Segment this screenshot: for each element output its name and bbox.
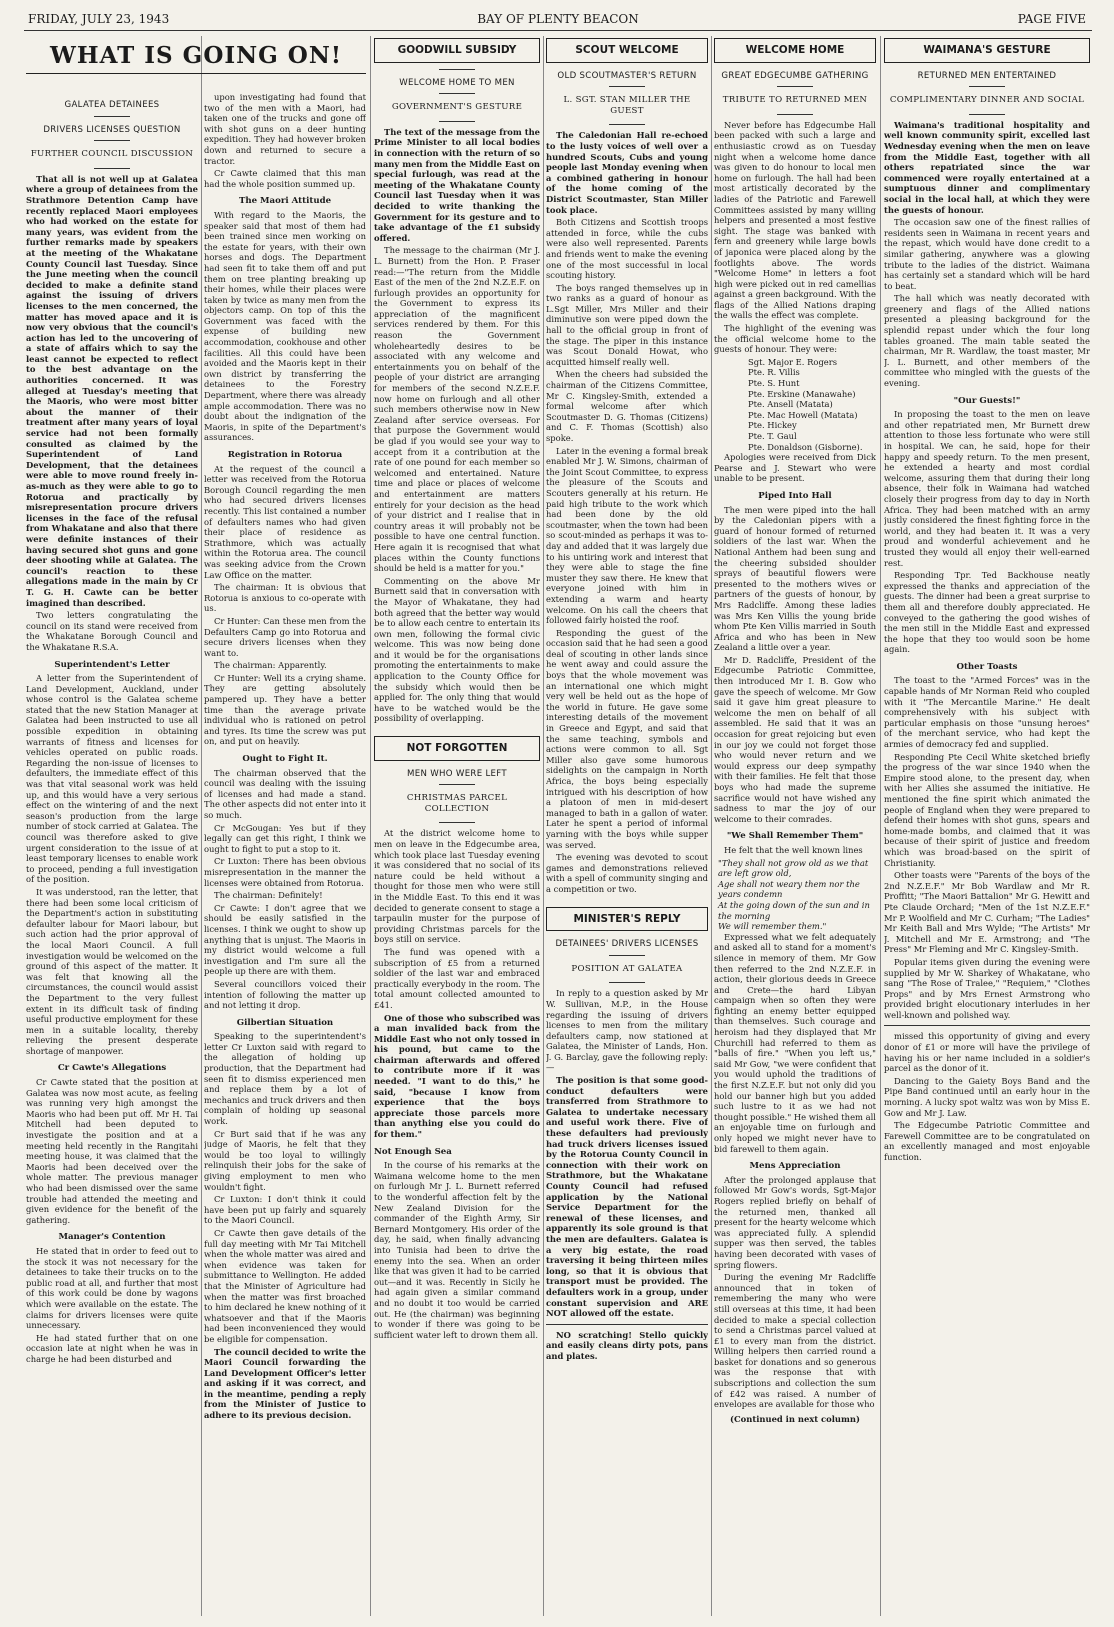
column-divider bbox=[201, 36, 202, 1616]
paragraph: After the prolonged applause that followed Mr Gow's words, Sgt-Major Rogers replied briefly on behalf of the returned men, thanked all present for the hearty welcome which was appreciated fully. A splendid supper was then served, the tables having been decorated with vases of spring flowers. bbox=[714, 1174, 876, 1270]
paragraph: The position is that some good-conduct defaulters were transferred from Strathmore to Galatea to undertake necessary and useful work there. Five of these defaulters had previously had truck drivers licenses issued by the Rotorua County Council in connection with their work on Strathmore, but the Whakatane County Council had refused application by the National Service Department for the renewal of these licenses, and apparently its sole ground is that the men are defaulters. Galatea is a very big estate, the road traversing it being thirteen miles long, so that it is obvious that transport must be provided. The defaulters work in a group, under constant supervision and ARE NOT allowed off the estate. bbox=[546, 1075, 708, 1319]
deck: DETAINEES' DRIVERS LICENSES bbox=[555, 939, 699, 950]
divider bbox=[777, 86, 813, 87]
paragraph: Popular items given during the evening were supplied by Mr W. Sharkey of Whakatane, who sang "The Rose of Tralee," "Requiem," "Clothes Props" and by Mrs Ernest Armstrong who provided bright elocutionary interludes in her well-known and polished way. bbox=[884, 956, 1090, 1020]
paragraph: He stated that in order to feed out to the stock it was not necessary for the detainees to take their trucks on to the public road at all, and further that most of this work could be done by wagons which were available on the estate. The claims for drivers licenses were quite unnecessary. bbox=[26, 1245, 198, 1331]
headline: GALATEA DETAINEES bbox=[64, 100, 160, 110]
list-item: Pte. S. Hunt bbox=[748, 378, 800, 389]
guest-list bbox=[714, 357, 876, 452]
divider bbox=[94, 140, 130, 141]
paragraph: Cr Cawte then gave details of the full day meeting with Mr Tai Mitchell when the whole matter was aired and when evidence was taken for submittance to Wellington. He added that the Minister of Agriculture had when the matter was first broached to him declared he knew nothing of it whatsoever and that if the Maoris had been inconvenienced they would be eligible for compensation. bbox=[204, 1227, 366, 1344]
paragraph: Both Citizens and Scottish troops attended in force, while the cubs were also well represented. Parents and friends went to make the evening one of the most successful in local scouting history. bbox=[546, 217, 708, 281]
poem-line: Age shall not weary them nor the years condemn bbox=[718, 878, 860, 900]
lead-paragraph: The Caledonian Hall re-echoed to the lusty voices of well over a hundred Scouts, Cubs and young people last Monday evening when a combined gathering in honour of the home coming of the District Scoutmaster, Stan Miller took place. bbox=[546, 130, 708, 215]
deck: WELCOME HOME TO MEN bbox=[399, 77, 515, 88]
paragraph: The men were piped into the hall by the Caledonian pipers with a guard of honour formed of returned soldiers of the last war. When the National Anthem had been sung and the cheering subsided shoulder sprays of beautiful flowers were presented to the mothers wives or partners of the guests of honour, by Mrs Radcliffe. Among these ladies was Mrs Ken Villis the young bride whom Pte Ken Villis married in South Africa and who has been in New Zealand a little over a year. bbox=[714, 504, 876, 653]
paragraph: Cr McGougan: Yes but if they legally can get this right, I think we ought to fight to put a stop to it. bbox=[204, 822, 366, 854]
paragraph: Other toasts were "Parents of the boys of the 2nd N.Z.E.F." Mr Bob Wardlaw and Mr R. Proffitt; "The Maori Battalion" Mr G. Hewitt and Pte Claude Orchard; "Men of the 1st N.Z.E.F." Mr P. Woolfield and Mr C. Curham; "The Ladies" Mr Keith Ball and Mrs Wylde; "The Artists" Mr J. Mitchell and Mr E. Armstrong; and "The Press" Mr Fleming and Mr C. Kingsley-Smith. bbox=[884, 870, 1090, 955]
paragraph: At the district welcome home to men on leave in the Edgecumbe area, which took place last Tuesday evening it was considered that no social of its nature could be held without a thought for those men who were still in the Middle East. To this end it was decided to generate consent to stage a tarpaulin muster for the purpose of providing Christmas parcels for the boys still on service. bbox=[374, 828, 540, 945]
paragraph: The highlight of the evening was the official welcome home to the guests of honour. They were: bbox=[714, 323, 876, 355]
paragraph: The boys ranged themselves up in two ranks as a guard of honour as L.Sgt Miller, Mrs Miller and their diminutive son were piped down the hall to the official group in front of the stage. The piper in this instance was Scout Donald Howat, who acquitted himself really well. bbox=[546, 282, 708, 367]
page-number: PAGE FIVE bbox=[1017, 12, 1086, 26]
lead-paragraph: The text of the message from the Prime Minister to all local bodies in connection with the return of so many men from the Middle East on special furlough, was read at the meeting of the Whakatane County Council last Tuesday when it was decided to write thanking the Government for its gesture and to take advantage of the £1 subsidy offered. bbox=[374, 126, 540, 243]
deck: RETURNED MEN ENTERTAINED bbox=[917, 70, 1057, 81]
headline: WELCOME HOME bbox=[714, 38, 876, 63]
paragraph: missed this opportunity of giving and every donor of £1 or more will have the privilege of having his or her name included in a soldier's parcel as the donor of it. bbox=[884, 1031, 1090, 1074]
headline: WAIMANA'S GESTURE bbox=[884, 38, 1090, 63]
paragraph: Two letters congratulating the council on its stand were received from the Whakatane Borough Council and the Whakatane R.S.A. bbox=[26, 610, 198, 652]
paragraph: Cr Burt said that if he was any judge of Maoris, he felt that they would be too loyal to willingly relinquish their jobs for the sake of giving employment to men who wouldn't fight. bbox=[204, 1128, 366, 1192]
paragraph: Cr Hunter: Can these men from the Defaulters Camp go into Rotorua and secure drivers licenses when they want to. bbox=[204, 615, 366, 658]
divider bbox=[609, 86, 645, 87]
paragraph: The Edgecumbe Patriotic Committee and Farewell Committee are to be congratulated on an excellently managed and most enjoyable function. bbox=[884, 1120, 1090, 1162]
subheading: "We Shall Remember Them" bbox=[726, 831, 864, 842]
list-item: Pte. Ansell (Matata) bbox=[748, 399, 833, 410]
paragraph: Responding Tpr. Ted Backhouse neatly expressed the thanks and appreciation of the guests. The dinner had been a great surprise to them all and therefore doubly appreciated. He conveyed to the gathering the good wishes of the men still in the Middle East and expressed the hope that they too would soon be home again. bbox=[884, 570, 1090, 655]
paragraph: During the evening Mr Radcliffe announced that in token of remembering the many who were still overseas at this time, it had been decided to make a special collection to send a Christmas parcel valued at £1 to every man from the district. Willing helpers then carried round a basket for donations and so generous was the response that with subscriptions and collection the sum of £42 was raised. A number of envelopes are available for those who bbox=[714, 1272, 876, 1410]
paragraph: The chairman observed that the council was dealing with the issuing of licenses and had made a stand. The other aspects did not enter into it so much. bbox=[204, 767, 366, 820]
paragraph: The evening was devoted to scout games and demonstrations relieved with a spell of community singing and a competition or two. bbox=[546, 852, 708, 894]
paragraph: Dancing to the Gaiety Boys Band and the Pipe Band continued until an early hour in the morning. A lucky spot waltz was won by Miss E. Gow and Mr J. Law. bbox=[884, 1075, 1090, 1118]
deck: GOVERNMENT'S GESTURE bbox=[391, 102, 523, 113]
list-item: Sgt. Major E. Rogers bbox=[748, 356, 838, 367]
paragraph: The occasion saw one of the finest rallies of residents seen in Waimana in recent years and the repast, which would have done credit to a similar gathering, anywhere was a glowing tribute to the ladies of the district. Waimana has certainly set a standard which will be hard to beat. bbox=[884, 217, 1090, 291]
paragraph: In the course of his remarks at the Waimana welcome home to the men on furlough Mr J. L. Burnett referred to the wonderful affection felt by the New Zealand Division for the commander of the Eighth Army, Sir Bernard Montgomery. His order of the day, he said, when finally advancing into Tunisia had been to drive the enemy into the sea. When an order like that was given it had to be carried out—and it was. Recently in Sicily he had again given a similar command and no doubt it too would be carried out. He (the chairman) was beginning to wonder if there was going to be sufficient water left to drown them all. bbox=[374, 1160, 540, 1340]
deck: MEN WHO WERE LEFT bbox=[407, 768, 507, 779]
paragraph: Mr D. Radcliffe, President of the Edgecumbe Patriotic Committee, then introduced Mr I. B. Gow who gave the speech of welcome. Mr Gow said it gave him great pleasure to welcome the men on behalf of all assembled. He said that it was an occasion for great rejoicing but even in our joy we could not forget those who would never return and we would express our deep sympathy with their families. He felt that those boys who had made the supreme sacrifice would not have wished any sadness to mar the joy of our welcome to their comrades. bbox=[714, 654, 876, 824]
deck: OLD SCOUTMASTER'S RETURN bbox=[557, 70, 697, 81]
divider bbox=[777, 114, 813, 115]
paragraph: The chairman: Definitely! bbox=[214, 890, 323, 901]
main-title-block bbox=[26, 30, 366, 80]
paragraph: Cr Cawte stated that the position at Galatea was now most acute, as feeling was running very high amongst the Maoris who had been put off. Mr H. Tai Mitchell had been deputed to investigate the position and at a meeting held recently in the Rangitahi meeting house, it was claimed that the Maoris had been deceived over the whole matter. The previous manager who had been dismissed over the same trouble had attended the meeting and given evidence for the benefit of the gathering. bbox=[26, 1077, 198, 1225]
divider bbox=[439, 822, 475, 823]
paragraph: Cr Cawte: I don't agree that we should be easily satisfied in the licenses. I think we ought to show up anything that is unjust. The Maoris in my district would welcome a full investigation and I'm sure all the people up there are with them. bbox=[204, 902, 366, 977]
headline: NOT FORGOTTEN bbox=[374, 736, 540, 761]
subheading: "Our Guests!" bbox=[953, 395, 1021, 406]
headline: SCOUT WELCOME bbox=[546, 38, 708, 63]
deck: TRIBUTE TO RETURNED MEN bbox=[722, 95, 868, 106]
paragraph: In proposing the toast to the men on leave and other repatriated men, Mr Burnett drew attention to those less fortunate who were still in hospital. We can, he said, hope for their happy and speedy return. To the men present, he extended a hearty and most cordial welcome, assuring them that during their long absence, their folk in Waimana had watched closely their progress from day to day in North Africa. They had been matched with an army justly considered the finest fighting force in the world, and they had beaten it. It was a very proud and wonderful achievement and he trusted they would all enjoy their well-earned rest. bbox=[884, 409, 1090, 568]
column-divider bbox=[711, 36, 712, 1616]
continued-note: (Continued in next column) bbox=[730, 1413, 860, 1424]
poem-line: At the going down of the sun and in the morning bbox=[718, 899, 870, 921]
deck: DRIVERS LICENSES QUESTION bbox=[43, 124, 181, 135]
subheading: Manager's Contention bbox=[58, 1232, 166, 1243]
paragraph: Cr Hunter: Well its a crying shame. They are getting absolutely pampered up. They have a better time than the average private individual who is rationed on petrol and tyres. Its time the screw was put on, and put on heavily. bbox=[204, 672, 366, 747]
paragraph: With regard to the Maoris, the speaker said that most of them had been trained since men working on the estate for years, with their own horses and dogs. The Department had seen fit to take them off and put them on tree planting breaking up their homes, while their places were taken by twice as many men from the objectors camp. On top of this the Government was faced with the expense of building new accommodation, cookhouse and other facilities. All this could have been avoided and the Maoris kept in their own district by transferring the detainees to the Forestry Department, where there was already ample accommodation. There was no doubt about the indignation of the Maoris, in spite of the Department's assurances. bbox=[204, 209, 366, 443]
divider bbox=[439, 784, 475, 785]
divider bbox=[94, 116, 130, 117]
subheading: Registration in Rotorua bbox=[227, 450, 343, 460]
paragraph: Responding the guest of the occasion said that he had seen a good deal of scouting in other lands since he went away and could assure the boys that the whole movement was an international one which might very well be held out as the hope of the world in future. He gave some interesting details of the movement in Greece and Egypt, and said that the same teaching, symbols and actions were common to all. Sgt Miller also gave some humorous sidelights on the campaign in North Africa, the boys being especially intrigued with his description of how a platoon of men in mid-desert managed to bath in a gallon of water. Later he spent a period of informal yarning with the boys while supper was served. bbox=[546, 627, 708, 850]
newspaper-title: BAY OF PLENTY BEACON bbox=[477, 12, 639, 26]
divider bbox=[546, 1324, 708, 1325]
paragraph: Later in the evening a formal break enabled Mr J. W. Simons, chairman of the Joint Scout Committee, to express the pleasure of the Scouts and Scouters generally at his return. He paid high tribute to the work which had been done by the old scoutmaster, when the town had been so scout-minded as perhaps it was to-day and added that it was largely due to his untiring work and interest that they were able to stage the fine muster they saw there. He knew that everyone joined with him in extending a warm and hearty welcome. On his call the cheers that followed fairly hoisted the roof. bbox=[546, 445, 708, 626]
divider bbox=[884, 1025, 1090, 1026]
article-galatea-continued bbox=[204, 92, 366, 1616]
paragraph: Cr Cawte claimed that this man had the whole position summed up. bbox=[204, 168, 366, 189]
deck: GREAT EDGECUMBE GATHERING bbox=[721, 70, 869, 81]
list-item: Pte. T. Gaul bbox=[748, 431, 797, 441]
article-welcome-home bbox=[714, 36, 876, 1616]
list-item: Pte. R. Villis bbox=[748, 367, 800, 378]
list-item: Pte. Hickey bbox=[748, 420, 797, 431]
paragraph: Cr Luxton: There has been obvious misrepresentation in the manner the licenses were obtained from Rotorua. bbox=[204, 856, 366, 888]
subheading: Cr Cawte's Allegations bbox=[57, 1063, 167, 1074]
paragraph: Commenting on the above Mr Burnett said that in conversation with the Mayor of Whakatane, they had both agreed that the better way would be to allow each centre to entertain its own men, following the formal civic welcome. This was now being done and it would be for the organisations promoting the entertainments to make application to the County Office for the subsidy which would then be applied for. The only thing that would have to be watched would be the possibility of overlapping. bbox=[374, 575, 540, 724]
list-item: Pte. Mac Howell (Matata) bbox=[748, 409, 858, 420]
list-item: Pte. Donaldson (Gisborne). bbox=[748, 441, 863, 452]
advertisement: NO scratching! Stello quickly and easily cleans dirty pots, pans and plates. bbox=[546, 1329, 708, 1361]
paragraph: upon investigating had found that two of the men with a Maori, had taken one of the trucks and gone off with shot guns on a deer hunting expedition. They had however broken down and returned to secure a tractor. bbox=[204, 92, 366, 166]
paragraph: The fund was opened with a subscription of £5 from a returned soldier of the last war and embraced practically everybody in the room. The total amount collected amounted to £41. bbox=[374, 946, 540, 1010]
paragraph: It was understood, ran the letter, that there had been some local criticism of the Department's action in substituting defaulter labour for Maori labour, but such action had the prior approval of the local Maori Council. A full investigation would be welcomed on the ground of this aspect of the matter. It was felt that knowing all the circumstances, the council would assist the Department to the very fullest extent in its difficult task of finding useful productive employment for these men in a suitable locality, thereby relieving the present desperate shortage of manpower. bbox=[26, 886, 198, 1056]
column-divider bbox=[880, 36, 881, 1616]
paragraph: The council decided to write the Maori Council forwarding the Land Development Officer's letter and asking if it was correct, and in the meantime, pending a reply from the Minister of Justice to adhere to its previous decision. bbox=[204, 1346, 366, 1421]
paragraph: He had stated further that on one occasion late at night when he was in charge he had been disturbed and bbox=[26, 1332, 198, 1364]
subheading: Superintendent's Letter bbox=[54, 659, 170, 670]
deck: FURTHER COUNCIL DISCUSSION bbox=[30, 149, 194, 160]
paragraph: The toast to the "Armed Forces" was in the capable hands of Mr Norman Reid who coupled with it "The Mercantile Marine." He dealt comprehensively with his subject with particular emphasis on those "unsung heroes" of the merchant service, who had kept the armies of democracy fed and supplied. bbox=[884, 675, 1090, 750]
poem bbox=[718, 858, 876, 932]
headline: MINISTER'S REPLY bbox=[546, 907, 708, 932]
main-title: WHAT IS GOING ON! bbox=[26, 42, 366, 74]
paragraph: The message to the chairman (Mr J. L. Burnett) from the Hon. P. Fraser read:—"The return from the Middle East of the men of the 2nd N.Z.E.F. on furlough provides an opportunity for the Government to express its appreciation of the magnificent services rendered by them. For this reason the Government wholeheartedly desires to be associated with any welcome and entertainments you on behalf of the people of your district are arranging for members of the second N.Z.E.F. now home on furlough and all other such members otherwise now in New Zealand after service overseas. For that purpose the Government would be glad if you would see your way to accept from it a contribution at the rate of one pound for each member so welcomed and entertained. Nature time and place or places of welcome and entertainment are matters entirely for your decision as the head of your district and I realise that in country areas it will probably not be possible to have one central function. Here again it is recognised that what places within the County functions should be held is a matter for you." bbox=[374, 245, 540, 574]
paragraph: A letter from the Superintendent of Land Development, Auckland, under whose control is the Galatea scheme stated that the new Station Manager at Galatea had been instructed to use all possible expedition in obtaining warrants of fitness and licenses for vehicles operated on public roads. Regarding the non-issue of licenses to defaulters, the immediate effect of this was that vital seasonal work was held up, and this would have a very serious effect on the wintering of and the next season's production from the large number of stock carried at Galatea. The council was therefore asked to give urgent consideration to the issue of at least temporary licenses to enable work to proceed, pending a full investigation of the position. bbox=[26, 673, 198, 885]
subheading: Gilbertian Situation bbox=[236, 1017, 334, 1028]
divider bbox=[439, 69, 475, 70]
paragraph: He felt that the well known lines bbox=[724, 844, 863, 855]
paragraph: When the cheers had subsided the chairman of the Citizens Committee, Mr C. Kingsley-Smith, extended a formal welcome after which Scoutmaster D. G. Thomas (Citizens) and C. F. Thomas (Scottish) also spoke. bbox=[546, 369, 708, 443]
divider bbox=[969, 114, 1005, 115]
divider bbox=[969, 86, 1005, 87]
issue-date: FRIDAY, JULY 23, 1943 bbox=[28, 12, 170, 26]
paragraph: Apologies were received from Dick Pearse and J. Stewart who were unable to be present. bbox=[714, 452, 876, 484]
deck: COMPLIMENTARY DINNER AND SOCIAL bbox=[889, 95, 1085, 106]
article-galatea-detainees bbox=[26, 92, 198, 1616]
poem-line: We will remember them." bbox=[718, 921, 827, 932]
subheading: Mens Appreciation bbox=[749, 1161, 841, 1172]
lead-paragraph: Waimana's traditional hospitality and well known community spirit, excelled last Wednesday evening when the men on leave from the Middle East, together with all others repatriated since the war commenced were royally entertained at a sumptuous dinner and complimentary social in the local hall, at which they were the guests of honour. bbox=[884, 119, 1090, 215]
paragraph: Never before has Edgecumbe Hall been packed with such a large and enthusiastic crowd as on Tuesday night when a welcome home dance was given to do honour to local men home on furlough. The hall had been most artistically decorated by the ladies of the Patriotic and Farewell Committees assisted by many willing helpers and presented a most festive sight. The stage was banked with fern and greenery while large bowls of japonica were placed along by the footlights above. The words "Welcome Home" in letters a foot high were picked out in red camellias against a green background. With the flags of the Allied Nations draping the walls the effect was complete. bbox=[714, 119, 876, 321]
divider bbox=[94, 168, 130, 169]
paragraph: Cr Luxton: I don't think it could have been put up fairly and squarely to the Maori Council. bbox=[204, 1194, 366, 1226]
subheading: Not Enough Sea bbox=[374, 1146, 452, 1157]
article-goodwill-subsidy bbox=[374, 36, 540, 1616]
divider bbox=[609, 955, 645, 956]
divider bbox=[439, 121, 475, 122]
article-waimanas-gesture bbox=[884, 36, 1090, 1616]
masthead bbox=[24, 4, 1092, 31]
paragraph: Speaking to the superintendent's letter Cr Luxton said with regard to the allegation of holding up production, that the Department had seen fit to dismiss experienced men and replace them by a lot of mechanics and truck drivers and then complain of holding up seasonal work. bbox=[204, 1031, 366, 1127]
deck: POSITION AT GALATEA bbox=[571, 963, 683, 974]
article-scout-welcome bbox=[546, 36, 708, 1616]
paragraph: Several councillors voiced their intention of following the matter up and not letting it drop. bbox=[204, 978, 366, 1011]
lead-paragraph: That all is not well up at Galatea where a group of detainees from the Strathmore Detention Camp have recently replaced Maori employees who had worked on the estate for many years, was evident from the further remarks made by speakers at the meeting of the Whakatane County Council last Tuesday. Since the June meeting when the council decided to make a definite stand against the issuing of drivers licenses to the men concerned, the matter has moved apace and it is now very obvious that the council's action has led to the uncovering of a state of affairs which to say the least cannot be expected to reflect to the best advantage on the authorities concerned. It was alleged at Tuesday's meeting that the Maoris, who were most bitter about the manner of their treatment after many years of loyal service had not been formally consulted as claimed by the Superintendent of Land Development, that the detainees were able to move round freely in-as-much as they were able to go to Rotorua and practically by misrepresentation procure drivers licenses in the face of the refusal from Whakatane and also that there were definite instances of their having secured shot guns and gone deer shooting while at Galatea. The council's reaction to these allegations made in the main by Cr T. G. H. Cawte can be better imagined than described. bbox=[26, 173, 198, 608]
paragraph: In reply to a question asked by Mr W. Sullivan, M.P., in the House regarding the issuing of drivers licenses to men from the military defaulters camp, now stationed at Galatea, the Minister of Lands, Hon. J. G. Barclay, gave the following reply:— bbox=[546, 988, 708, 1073]
list-item: Pte. Erskine (Manawahe) bbox=[748, 388, 856, 399]
subheading: Piped Into Hall bbox=[758, 490, 832, 501]
column-divider bbox=[370, 36, 371, 1616]
poem-line: "They shall not grow old as we that are left grow old, bbox=[718, 857, 869, 879]
paragraph: The chairman: Apparently. bbox=[214, 660, 327, 671]
deck: L. SGT. STAN MILLER THE GUEST bbox=[563, 95, 691, 116]
subheading: Other Toasts bbox=[956, 661, 1018, 672]
paragraph: The chairman: It is obvious that Rotorua is anxious to co-operate with us. bbox=[204, 582, 366, 614]
paragraph: Expressed what we felt adequately and asked all to stand for a moment's silence in memory of them. Mr Gow then referred to the 2nd N.Z.E.F. in action, their glorious deeds in Greece and Crete—the hard Libyan campaign when so often they were fighting an enemy better equipped than themselves. Such courage and heroism had they displayed that Mr Churchill had referred to them as "balls of fire." "When you left us," said Mr Gow, "we were confident that you would uphold the traditions of the first N.Z.E.F. but not only did you hold our banner high but you added such lustre to it as we had not thought possible." He wished them all an enjoyable time on furlough and only hoped we might never have to bid farewell to them again. bbox=[714, 931, 876, 1154]
divider bbox=[609, 124, 645, 125]
paragraph: At the request of the council a letter was received from the Rotorua Borough Council regarding the men who had secured drivers licenses recently. This list contained a number of defaulters names who had given their place of residence as Strathmore, which was actually within the Rotorua area. The council was seeking advice from the Crown Law Office on the matter. bbox=[204, 463, 366, 580]
deck: CHRISTMAS PARCEL COLLECTION bbox=[406, 793, 508, 814]
subheading: Ought to Fight It. bbox=[242, 754, 328, 765]
paragraph: Responding Pte Cecil White sketched briefly the progress of the war since 1940 when the Empire stood alone, to the present day, when with her Allies she assumed the initiative. He mentioned the fine spirit which animated the people of England when they were prepared to defend their homes with shot guns, spears and home-made bombs, and claimed that it was because of their spirit of justice and freedom which was broad-based on the spirit of Christianity. bbox=[884, 751, 1090, 868]
divider bbox=[609, 982, 645, 983]
headline: GOODWILL SUBSIDY bbox=[374, 38, 540, 63]
column-divider bbox=[543, 36, 544, 1616]
paragraph: One of those who subscribed was a man invalided back from the Middle East who not only tossed in his pound, but came to the chairman afterwards and offered to contribute more if it was needed. "I want to do this," he said, "because I know from experience that the boys appreciate those parcels more than anything else you could do for them." bbox=[374, 1012, 540, 1140]
divider bbox=[439, 93, 475, 94]
subheading: The Maori Attitude bbox=[238, 196, 332, 207]
paragraph: The hall which was neatly decorated with greenery and flags of the Allied nations presented a pleasing background for the splendid repast under which the four long tables groaned. The main table seated the chairman, Mr R. Wardlaw, the toast master, Mr J. L. Burnett, and other members of the committee who mingled with the guests of the evening. bbox=[884, 293, 1090, 389]
